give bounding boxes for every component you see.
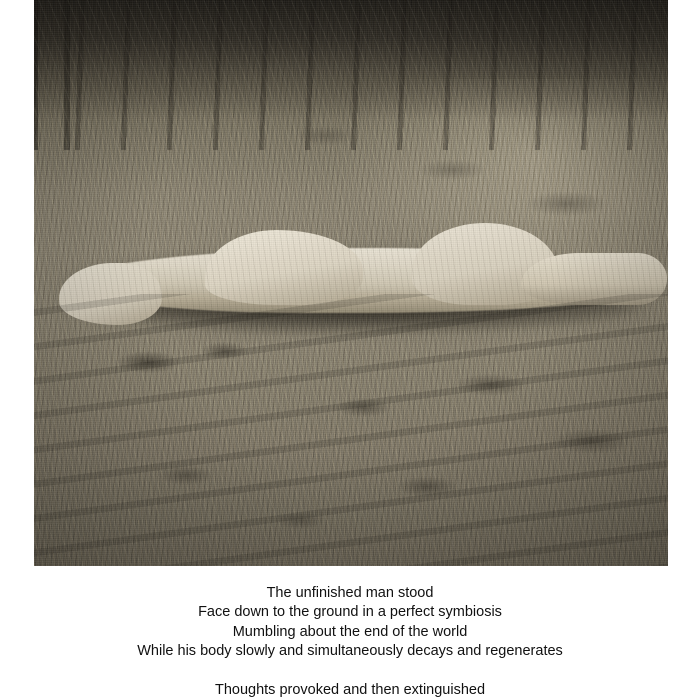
film-grain-layer <box>34 0 668 566</box>
poem-stanza <box>33 584 667 662</box>
poem-line: Face down to the ground in a perfect symbiosis <box>198 604 502 620</box>
poem-line: Mumbling about the end of the world <box>232 623 468 640</box>
photo-canvas <box>34 0 668 566</box>
poem-line: The unfinished man stood <box>266 584 434 601</box>
photograph <box>34 0 668 566</box>
poem-line: Thoughts provoked and then extinguished <box>214 681 486 698</box>
poem-caption <box>33 584 667 700</box>
poem-line: While his body slowly and simultaneously decays and regenerates <box>137 643 563 659</box>
poem-stanza <box>33 681 667 700</box>
